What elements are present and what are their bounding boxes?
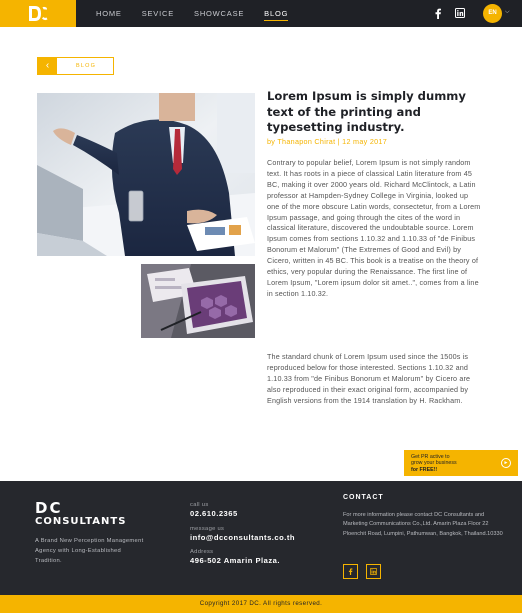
linkedin-icon <box>370 568 377 575</box>
email-link[interactable]: info@dcconsultants.co.th <box>190 533 296 542</box>
facebook-icon[interactable] <box>433 8 443 19</box>
facebook-icon <box>347 568 354 575</box>
call-label: call us <box>190 502 209 508</box>
message-label: message us <box>190 526 225 532</box>
address-block <box>190 549 340 565</box>
article-secondary-image <box>141 264 255 338</box>
logo[interactable] <box>0 0 76 27</box>
address-value: 496-502 Amarin Plaza. <box>190 556 280 565</box>
cta-line-1: Get PR active to <box>411 454 450 460</box>
footer-contact-heading: CONTACT <box>343 494 384 501</box>
nav-item-home[interactable]: HOME <box>96 9 122 18</box>
free-pr-cta-button[interactable] <box>404 450 518 476</box>
footer-brand-subtitle: CONSULTANTS <box>35 516 127 527</box>
language-switcher[interactable]: EN <box>483 4 502 23</box>
cta-line-2: grow your business <box>411 460 457 467</box>
linkedin-icon[interactable] <box>455 8 465 18</box>
article-title: Lorem Ipsum is simply dummy text of the printing and typesetting industry. <box>267 89 466 134</box>
phone-link[interactable]: 02.610.2365 <box>190 509 238 518</box>
back-button-label: BLOG <box>76 63 97 69</box>
footer-tagline: A Brand New Perception Management Agency with Long-Established Tradition. <box>35 538 144 564</box>
dc-logo-icon <box>27 4 49 23</box>
footer-facebook-button[interactable] <box>343 564 358 579</box>
top-navbar <box>0 0 522 27</box>
nav-item-showcase[interactable]: SHOWCASE <box>194 9 245 18</box>
footer-linkedin-button[interactable] <box>366 564 381 579</box>
chevron-down-icon[interactable]: ⌵ <box>505 9 510 15</box>
cta-line-3: for FREE!! <box>411 466 438 473</box>
chevron-left-icon: ‹ <box>38 58 57 74</box>
call-block <box>190 502 340 518</box>
message-block <box>190 526 340 542</box>
nav-item-blog[interactable]: BLOG <box>264 0 288 27</box>
copyright-bar: Copyright 2017 DC. All rights reserved. <box>0 595 522 613</box>
nav-menu <box>96 0 308 27</box>
back-to-blog-button[interactable] <box>37 57 114 75</box>
cta-text <box>411 454 491 473</box>
circle-arrow-icon: ► <box>501 458 511 468</box>
article-paragraph-2: The standard chunk of Lorem Ipsum used since the 1500s is reproduced below for those interested. Sections 1.10.32 and 1.10.33 from "de Finibus Bonorum et Malorum" by Cicero are also reproduced in their exact original form, accompanied by English versions from the 1914 translation by H. Rackham. <box>267 352 471 405</box>
footer-brand-title: DC <box>35 499 63 517</box>
nav-item-service[interactable]: SEVICE <box>141 9 175 18</box>
address-label: Address <box>190 549 214 555</box>
footer <box>0 481 522 595</box>
article-byline: by Thanapon Chirat | 12 may 2017 <box>267 137 388 146</box>
article-paragraph-1: Contrary to popular belief, Lorem Ipsum is not simply random text. It has roots in a piece of classical Latin literature from 45 BC, making it over 2000 years old. Richard McClintock, a Latin professor at Hampden-Sydney College in Virginia, looked up one of the more obscure Latin words, consectetur, from a Lorem Ipsum passage, and going through the cites of the word in classical literature, discovered the undoubtable source. Lorem Ipsum comes from sections 1.10.32 and 1.10.33 of "de Finibus Bonorum et Malorum" (The Extremes of Good and Evil) by Cicero, written in 45 BC. This book is a treatise on the theory of ethics, very popular during the Renaissance. The first line of Lorem Ipsum, "Lorem ipsum dolor sit amet..", comes from a line in section 1.10.32. <box>267 158 481 298</box>
article-main-image <box>37 93 255 256</box>
footer-contact-info: For more information please contact DC Consultants and Marketing Communications Co.,Ltd. Amarin Plaza Floor 22 Ploenchit Road, Lumpini, Pathumwan, Bangkok, Thailand.10330 <box>343 512 503 537</box>
